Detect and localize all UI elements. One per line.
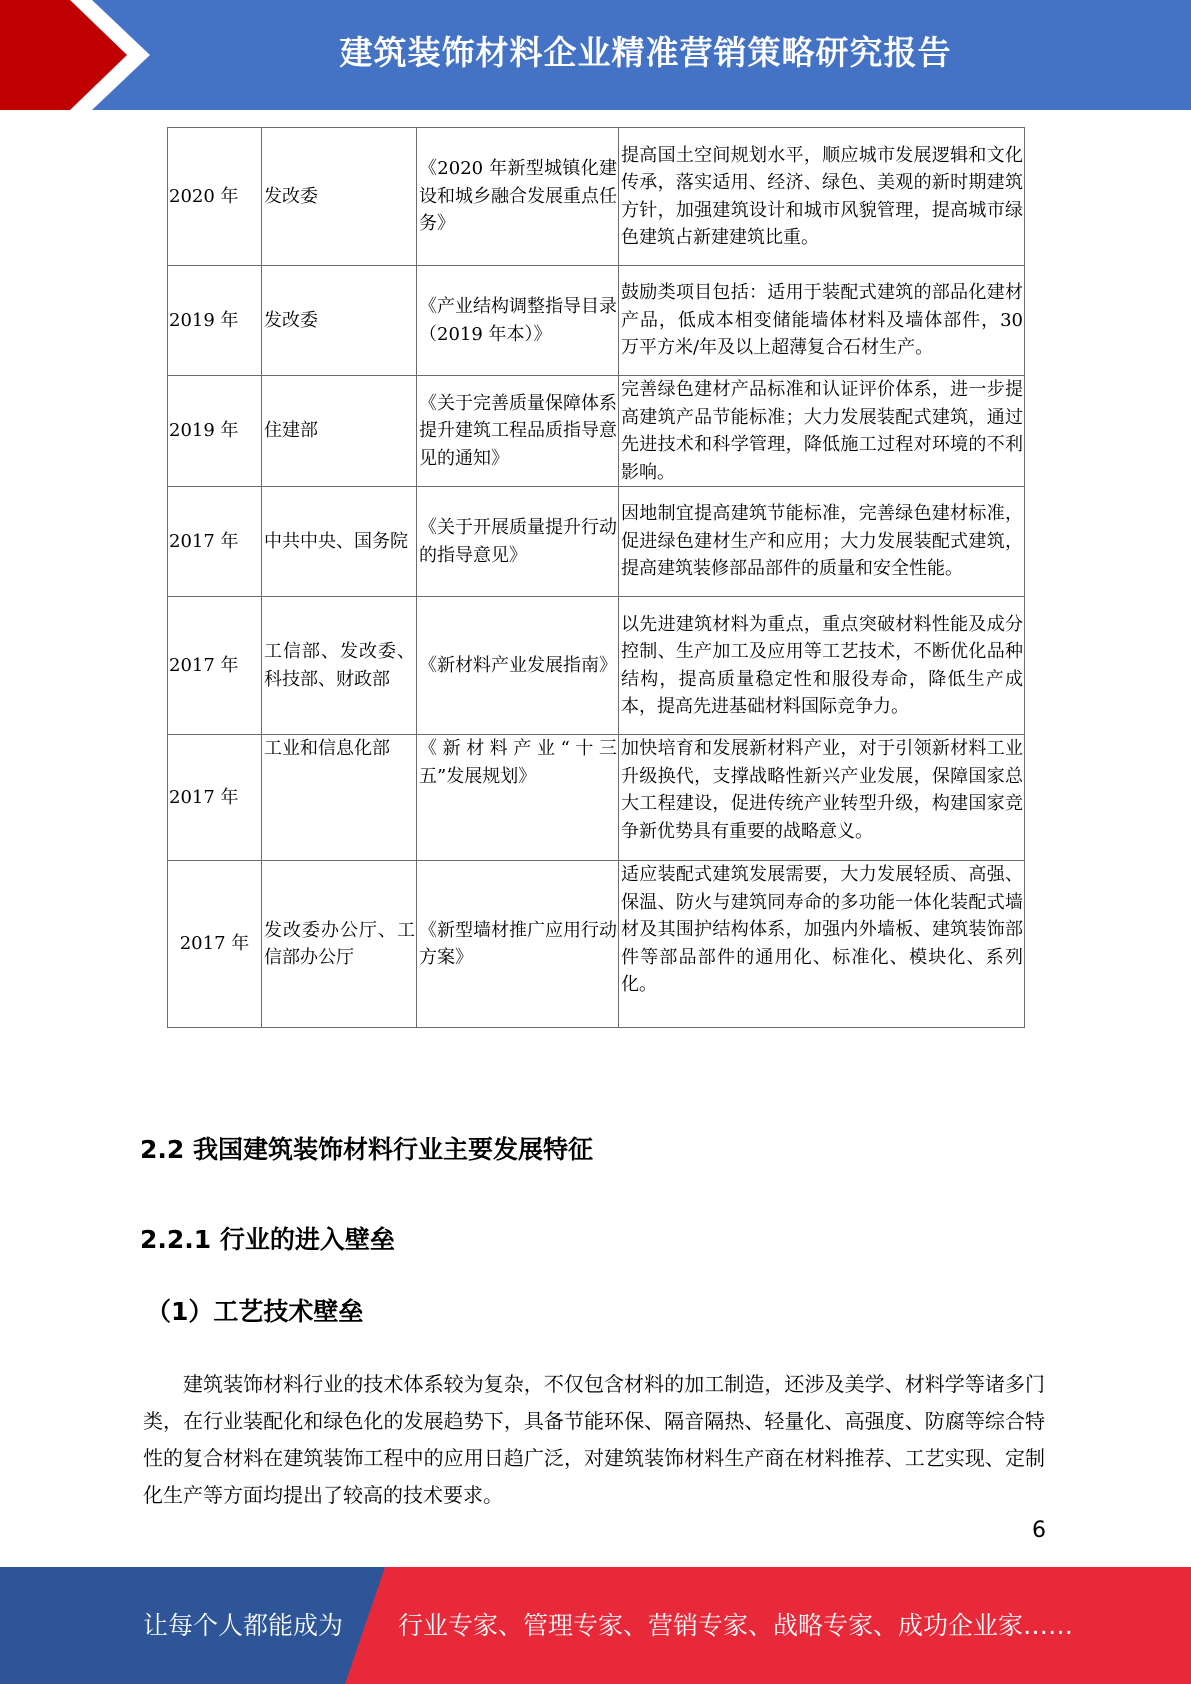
table-row: [168, 487, 1025, 597]
document-cell: 《产业结构调整指导目录（2019 年本）》: [417, 266, 619, 376]
table-row: [168, 735, 1025, 861]
content-cell: 加快培育和发展新材料产业，对于引领新材料工业升级换代，支撑战略性新兴产业发展，保障国家总大工程建设，促进传统产业转型升级，构建国家竞争新优势具有重要的战略意义。: [619, 735, 1025, 861]
document-cell: 《关于开展质量提升行动的指导意见》: [417, 487, 619, 597]
page-number: 6: [1032, 1518, 1046, 1543]
document-cell: 《关于完善质量保障体系提升建筑工程品质指导意见的通知》: [417, 376, 619, 487]
document-cell: 《2020 年新型城镇化建设和城乡融合发展重点任务》: [417, 128, 619, 266]
table-row: [168, 376, 1025, 487]
year-cell: 2020 年: [168, 128, 262, 266]
year-cell: 2017 年: [168, 861, 262, 1028]
department-cell: 工业和信息化部: [262, 735, 417, 861]
header-arrow-decoration: [0, 0, 160, 110]
table-row: [168, 861, 1025, 1028]
year-cell: 2017 年: [168, 735, 262, 861]
section-heading: 2.2 我国建筑装饰材料行业主要发展特征: [140, 1135, 593, 1164]
year-cell: 2019 年: [168, 266, 262, 376]
table-row: [168, 128, 1025, 266]
year-cell: 2019 年: [168, 376, 262, 487]
department-cell: 工信部、发改委、科技部、财政部: [262, 597, 417, 735]
content-cell: 提高国土空间规划水平，顺应城市发展逻辑和文化传承，落实适用、经济、绿色、美观的新时期建筑方针，加强建筑设计和城市风貌管理，提高城市绿色建筑占新建建筑比重。: [619, 128, 1025, 266]
year-cell: 2017 年: [168, 487, 262, 597]
table-row: [168, 597, 1025, 735]
table-row: [168, 266, 1025, 376]
content-cell: 鼓励类项目包括：适用于装配式建筑的部品化建材产品，低成本相变储能墙体材料及墙体部件，30 万平方米/年及以上超薄复合石材生产。: [619, 266, 1025, 376]
footer-banner: [0, 1567, 1191, 1684]
report-title: 建筑装饰材料企业精准营销策略研究报告: [339, 33, 952, 72]
footer-slogan-left: 让每个人都能成为: [143, 1611, 344, 1640]
content-cell: 适应装配式建筑发展需要，大力发展轻质、高强、保温、防火与建筑同寿命的多功能一体化装配式墙材及其围护结构体系，加强内外墙板、建筑装饰部件等部品部件的通用化、标准化、模块化、系列化。: [619, 861, 1025, 1028]
document-cell: 《新材料产业发展指南》: [417, 597, 619, 735]
document-cell: 《新材料产业“十三五”发展规划》: [417, 735, 619, 861]
department-cell: 中共中央、国务院: [262, 487, 417, 597]
policy-table: [167, 127, 1025, 1028]
department-cell: 发改委: [262, 128, 417, 266]
year-cell: 2017 年: [168, 597, 262, 735]
header-banner: [0, 0, 1191, 110]
department-cell: 发改委办公厅、工信部办公厅: [262, 861, 417, 1028]
subsection-heading: 2.2.1 行业的进入壁垒: [140, 1225, 395, 1254]
department-cell: 住建部: [262, 376, 417, 487]
body-paragraph: 建筑装饰材料行业的技术体系较为复杂，不仅包含材料的加工制造，还涉及美学、材料学等诸多门类，在行业装配化和绿色化的发展趋势下，具备节能环保、隔音隔热、轻量化、高强度、防腐等综合特性的复合材料在建筑装饰工程中的应用日趋广泛，对建筑装饰材料生产商在材料推荐、工艺实现、定制化生产等方面均提出了较高的技术要求。: [143, 1372, 1045, 1507]
content-cell: 以先进建筑材料为重点，重点突破材料性能及成分控制、生产加工及应用等工艺技术，不断优化品种结构，提高质量稳定性和服役寿命，降低生产成本，提高先进基础材料国际竞争力。: [619, 597, 1025, 735]
footer-slogan-right: 行业专家、管理专家、营销专家、战略专家、成功企业家……: [398, 1611, 1074, 1640]
subsubsection-heading: （1）工艺技术壁垒: [146, 1297, 364, 1326]
department-cell: 发改委: [262, 266, 417, 376]
document-cell: 《新型墙材推广应用行动方案》: [417, 861, 619, 1028]
content-cell: 完善绿色建材产品标准和认证评价体系，进一步提高建筑产品节能标准；大力发展装配式建筑，通过先进技术和科学管理，降低施工过程对环境的不利影响。: [619, 376, 1025, 487]
content-cell: 因地制宜提高建筑节能标准，完善绿色建材标准，促进绿色建材生产和应用；大力发展装配式建筑，提高建筑装修部品部件的质量和安全性能。: [619, 487, 1025, 597]
